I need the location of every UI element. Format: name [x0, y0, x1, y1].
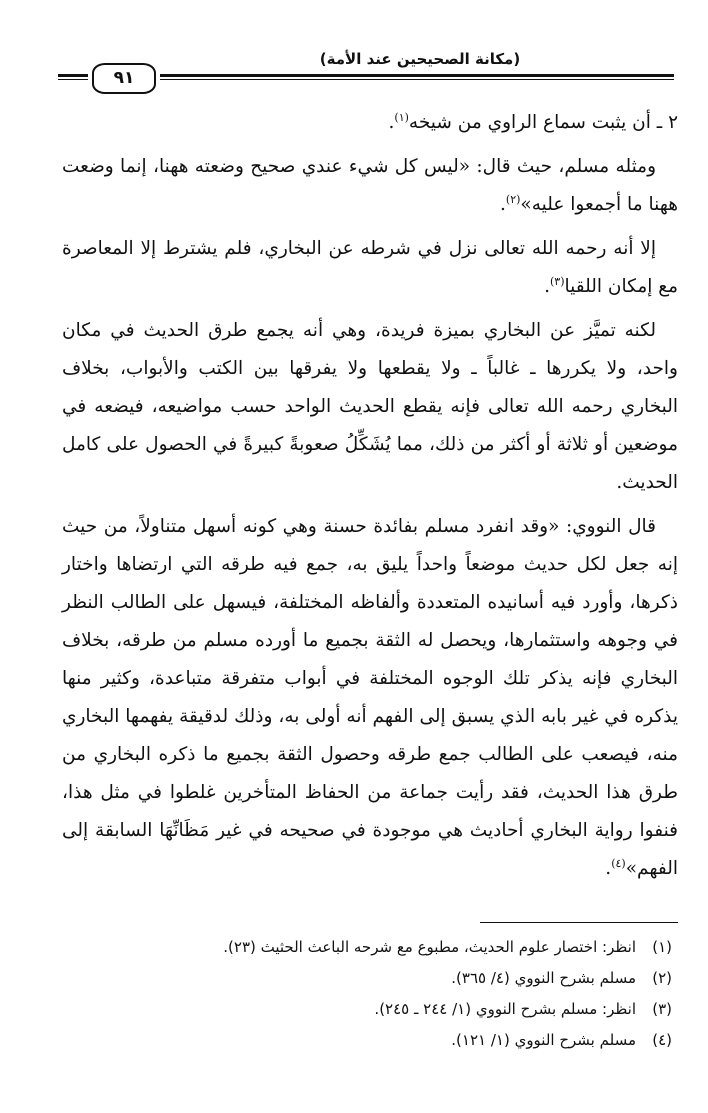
footnote-text: مسلم بشرح النووي (٤/ ٣٦٥).	[451, 969, 636, 987]
footnote-ref: (٤)	[611, 856, 626, 870]
footnote-number: (٤)	[652, 1031, 672, 1049]
footnote	[62, 1025, 678, 1056]
footnote-text: مسلم بشرح النووي (١/ ١٢١).	[451, 1031, 636, 1049]
footnote-ref: (١)	[394, 110, 409, 124]
footnote	[62, 963, 678, 994]
paragraph-3: إلا أنه رحمه الله تعالى نزل في شرطه عن البخاري، فلم يشترط إلا المعاصرة مع إمكان اللقيا$^{(٣)}$.	[62, 238, 678, 297]
footnote-separator	[480, 922, 678, 923]
footnote-number: (٢)	[652, 969, 672, 987]
paragraph-text: ٢ ـ أن يثبت سماع الراوي من شيخه	[408, 112, 678, 133]
paragraph-text: ومثله مسلم، حيث قال: «ليس كل شيء عندي صحيح وضعته ههنا، إنما وضعت ههنا ما أجمعوا عليه»	[62, 156, 678, 215]
header-rule	[160, 74, 674, 80]
footnote-number: (١)	[652, 938, 672, 956]
running-title: (مكانة الصحيحين عند الأمة)	[319, 50, 521, 68]
page-number: ٩١	[92, 63, 156, 94]
footnote	[62, 932, 678, 963]
paragraph-text: لكنه تميَّز عن البخاري بميزة فريدة، وهي أنه يجمع طرق الحديث في مكان واحد، ولا يكررها ـ غالباً ـ ولا يقطعها ولا يفرقها بين الكتب والأبواب، بخلاف البخاري رحمه الله تعالى فإنه يقطع الحديث الواحد حسب مواضيعه، فيضعه في موضعين أو ثلاثة أو أكثر من ذلك، مما يُشَكِّلُ صعوبةً كبيرةً في الحصول على كامل الحديث.	[62, 320, 678, 493]
footnote-ref: (٣)	[550, 274, 565, 288]
paragraph-5: قال النووي: «وقد انفرد مسلم بفائدة حسنة وهي كونه أسهل متناولاً، من حيث إنه جعل لكل حديث موضعاً واحداً يليق به، جمع فيه طرقه التي ارتضاها واختار ذكرها، وأورد فيه أسانيده المتعددة وألفاظه المختلفة، فيسهل على الطالب النظر في وجوهه واستثمارها، ويحصل له الثقة بجميع ما أورده مسلم من طرقه، بخلاف البخاري فإنه يذكر تلك الوجوه المختلفة في أبواب متفرقة متباعدة، وكثير منها يذكره في غير بابه الذي يسبق إلى الفهم أنه أولى به، وذلك لدقيقة يفهمها البخاري منه، فيصعب على الطالب جمع طرقه وحصول الثقة بجميع ما ذكره البخاري من طرق هذا الحديث، فقد رأيت جماعة من الحفاظ المتأخرين غلطوا في مثل هذا، فنفوا رواية البخاري أحاديث هي موجودة في صحيحه في غير مَظَانِّهَا السابقة إلى الفهم»$^{(٤)}$.	[62, 516, 678, 879]
footnote-number: (٣)	[652, 1000, 672, 1018]
paragraph-1: ٢ ـ أن يثبت سماع الراوي من شيخه$^{(١)}$.	[388, 110, 678, 133]
header-rule-short	[58, 74, 88, 80]
paragraph-text: قال النووي: «وقد انفرد مسلم بفائدة حسنة وهي كونه أسهل متناولاً، من حيث إنه جعل لكل حديث موضعاً واحداً يليق به، جمع فيه طرقه التي ارتضاها واختار ذكرها، وأورد فيه أسانيده المتعددة وألفاظه المختلفة، فيسهل على الطالب النظر في وجوهه واستثمارها، ويحصل له الثقة بجميع ما أورده مسلم من طرقه، بخلاف البخاري فإنه يذكر تلك الوجوه المختلفة في أبواب متفرقة متباعدة، وكثير منها يذكره في غير بابه الذي يسبق إلى الفهم أنه أولى به، وذلك لدقيقة يفهمها البخاري منه، فيصعب على الطالب جمع طرقه وحصول الثقة بجميع ما ذكره البخاري من طرق هذا الحديث، فقد رأيت جماعة من الحفاظ المتأخرين غلطوا في مثل هذا، فنفوا رواية البخاري أحاديث هي موجودة في صحيحه في غير مَظَانِّهَا السابقة إلى الفهم»	[62, 516, 678, 879]
footnote-text: انظر: اختصار علوم الحديث، مطبوع مع شرحه الباعث الحثيث (٢٣).	[223, 938, 636, 956]
footnote-ref: (٢)	[505, 192, 521, 206]
footnote	[62, 994, 678, 1025]
footnotes	[62, 932, 678, 1056]
paragraph-text: إلا أنه رحمه الله تعالى نزل في شرطه عن البخاري، فلم يشترط إلا المعاصرة مع إمكان اللقيا	[62, 238, 678, 297]
footnote-text: انظر: مسلم بشرح النووي (١/ ٢٤٤ ـ ٢٤٥).	[374, 1000, 636, 1018]
paragraph-2: ومثله مسلم، حيث قال: «ليس كل شيء عندي صحيح وضعته ههنا، إنما وضعت ههنا ما أجمعوا عليه»$^{(٢)}$.	[62, 156, 678, 215]
paragraph-4	[62, 312, 678, 502]
main-text	[62, 104, 678, 894]
